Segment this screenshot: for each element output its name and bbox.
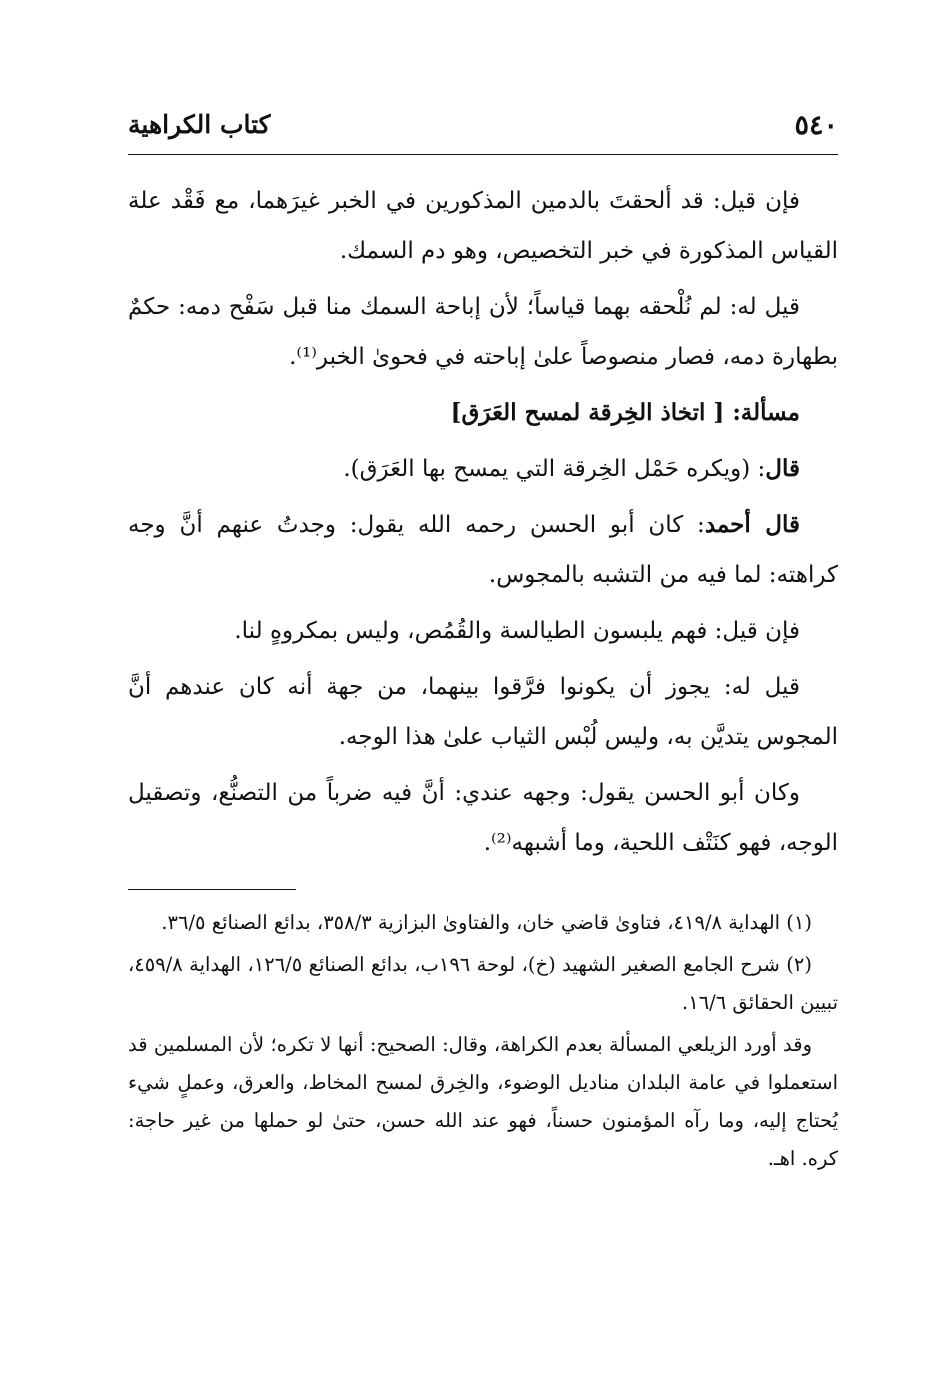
main-text bbox=[128, 176, 838, 874]
running-title: كتاب الكراهية bbox=[128, 110, 271, 139]
header-rule bbox=[128, 154, 838, 155]
paragraph-abu-hasan: وكان أبو الحسن يقول: وجهه عندي: أنَّ فيه ضرباً من التصنُّع، وتصقيل الوجه، فهو كنَتْف اللحية، وما أشبهه⁽²⁾. bbox=[128, 780, 838, 856]
page-number: ٥٤٠ bbox=[794, 110, 838, 141]
footnote-1: (١) الهداية ٤١٩/٨، فتاوىٰ قاضي خان، والفتاوىٰ البزازية ٣٥٨/٣، بدائع الصنائع ٣٦/٥. bbox=[161, 911, 812, 934]
speaker-label: قال أحمد bbox=[704, 511, 801, 538]
paragraph-reply-2: قيل له: يجوز أن يكونوا فرَّقوا بينهما، من جهة أنه كان عندهم أنَّ المجوس يتديَّن به، وليس لُبْس الثياب علىٰ هذا الوجه. bbox=[128, 674, 838, 750]
paragraph-text: : (ويكره حَمْل الخِرقة التي يمسح بها العَرَق). bbox=[343, 456, 766, 482]
paragraph-qala bbox=[128, 444, 838, 494]
footnote-rule bbox=[128, 889, 296, 890]
paragraph-objection-2: فإن قيل: فهم يلبسون الطيالسة والقُمُص، وليس بمكروهٍ لنا. bbox=[234, 618, 800, 644]
footnotes bbox=[128, 904, 838, 1182]
section-heading: مسألة: [ اتخاذ الخِرقة لمسح العَرَق] bbox=[450, 399, 800, 426]
footnote-2-continued: وقد أورد الزيلعي المسألة بعدم الكراهة، وقال: الصحيح: أنها لا تكره؛ لأن المسلمين قد استعملوا في عامة البلدان مناديل الوضوء، والخِرق لمسح المخاط، والعرق، وعملٍ شيء يُحتاج إليه، وما رآه المؤمنون حسناً، فهو عند الله حسن، حتىٰ لو حملها من غير حاجة: كره. اهـ. bbox=[128, 1033, 838, 1170]
footnote-2: (٢) شرح الجامع الصغير الشهيد (خ)، لوحة ١٩٦ب، بدائع الصنائع ١٢٦/٥، الهداية ٤٥٩/٨، تبيين الحقائق ١٦/٦. bbox=[128, 953, 838, 1014]
speaker-label: قال bbox=[765, 455, 800, 482]
paragraph-objection-1: فإن قيل: قد ألحقتَ بالدمين المذكورين في الخبر غيرَهما، مع فَقْد علة القياس المذكورة في خبر التخصيص، وهو دم السمك. bbox=[128, 188, 838, 264]
page-header bbox=[128, 108, 838, 148]
paragraph-reply-1: قيل له: لم نُلْحقه بهما قياساً؛ لأن إباحة السمك منا قبل سَفْح دمه: حكمٌ بطهارة دمه، فصار منصوصاً علىٰ إباحته في فحوىٰ الخبر⁽¹⁾. bbox=[128, 294, 838, 370]
paragraph-ahmad bbox=[128, 500, 838, 600]
paragraph-text: : كان أبو الحسن رحمه الله يقول: وجدتُ عنهم أنَّ وجه كراهته: لما فيه من التشبه بالمجوس. bbox=[128, 512, 838, 588]
